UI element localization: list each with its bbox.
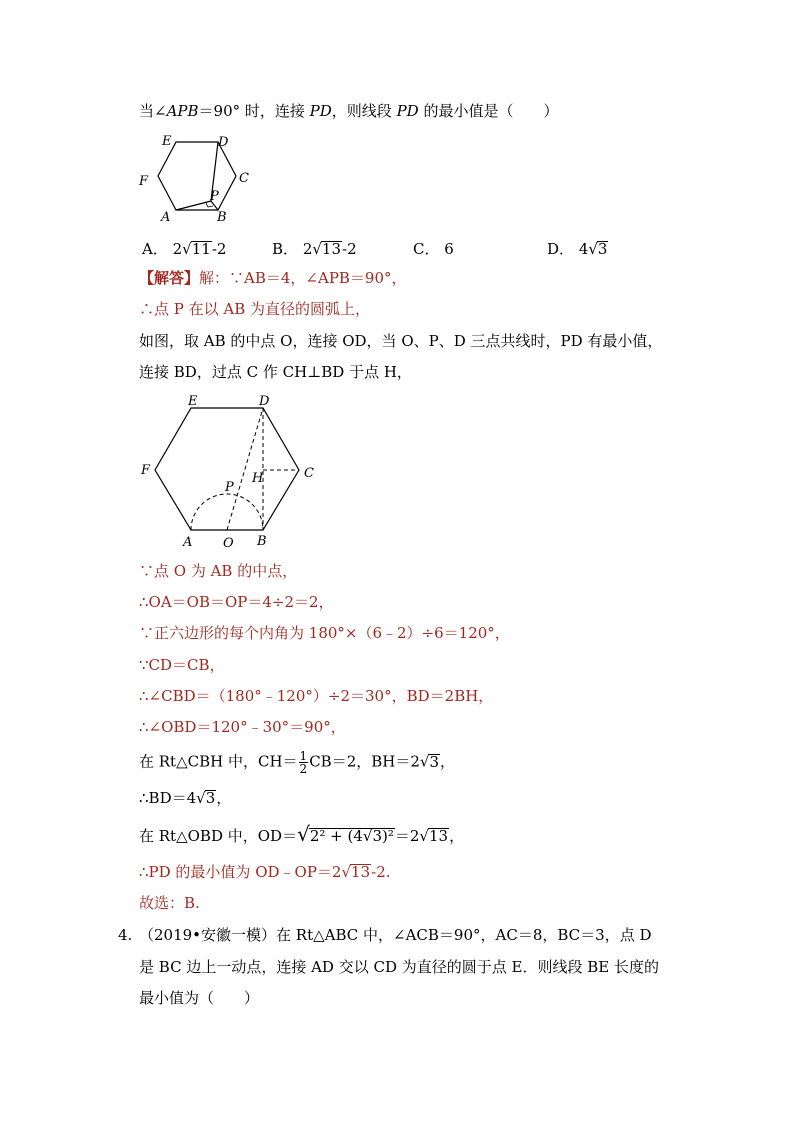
answer-line-7: ∵正六边形的每个内角为 180°×（6﹣2）÷6＝120°， (139, 624, 510, 642)
answer-line-10: ∴∠OBD＝120°﹣30°＝90°， (139, 718, 346, 736)
fig1-label-E: E (162, 134, 172, 149)
fig2-label-O: O (223, 536, 234, 550)
answer-line-8: ∵CD＝CB， (139, 656, 225, 674)
question4-line-2: 是 BC 边上一动点，连接 AD 交以 CD 为直径的圆于点 E．则线段 BE 长度的 (139, 958, 659, 976)
fig2-label-A: A (183, 535, 193, 550)
fig2-label-P: P (225, 480, 234, 495)
figure-hexagon-small (130, 130, 260, 230)
question-intro: 当∠APB＝90° 时，连接 PD，则线段 PD 的最小值是（ ） (139, 102, 559, 120)
fig2-label-B: B (257, 534, 267, 549)
answer-line-3: 如图，取 AB 的中点 O，连接 OD，当 O、P、D 三点共线时，PD 有最小值， (139, 332, 663, 350)
fig2-label-F: F (141, 463, 151, 478)
fig1-label-B: B (217, 210, 227, 225)
fig1-label-A: A (161, 210, 171, 225)
choice-a: A． 2√11-2 (142, 240, 227, 258)
fig2-label-C: C (304, 466, 314, 481)
choice-d: D． 4√3 (547, 240, 608, 258)
answer-line-13: 在 Rt△OBD 中，OD＝√2² + (4√3)²＝2√13， (139, 822, 465, 846)
fig1-label-F: F (139, 174, 149, 189)
answer-line-1: 【解答】解：∵AB＝4，∠APB＝90°， (139, 269, 407, 287)
answer-line-4: 连接 BD，过点 C 作 CH⊥BD 于点 H， (139, 363, 412, 381)
answer-tag: 【解答】 (139, 269, 200, 287)
choice-b: B． 2√13-2 (272, 240, 357, 258)
fig2-label-E: E (188, 394, 198, 409)
figure-hexagon-large (135, 390, 335, 550)
choice-c: C． 6 (413, 240, 454, 258)
fraction-one-half: $\frac{1}{2}$ (299, 749, 308, 776)
answer-line-9: ∴∠CBD＝（180°﹣120°）÷2＝30°，BD＝2BH， (139, 687, 494, 705)
answer-line-11: 在 Rt△CBH 中，CH＝ $\frac{1}{2}$ CB＝2，BH＝2√3， (139, 749, 456, 776)
answer-line-5: ∵点 O 为 AB 的中点， (139, 562, 298, 580)
fig2-label-D: D (259, 394, 270, 409)
fig2-label-H: H (252, 471, 264, 486)
question4-line-1: （2019•安徽一模）在 Rt△ABC 中，∠ACB＝90°，AC＝8，BC＝3，点 D (139, 926, 652, 944)
answer-line-6: ∴OA＝OB＝OP＝4÷2＝2， (139, 593, 334, 611)
question4-line-3: 最小值为（ ） (139, 989, 260, 1007)
fig1-label-D: D (218, 135, 229, 150)
fig1-label-C: C (239, 171, 249, 186)
answer-line-2: ∴点 P 在以 AB 为直径的圆弧上， (139, 300, 371, 318)
answer-line-12: ∴BD＝4√3， (139, 789, 232, 807)
fig1-label-P: P (210, 189, 219, 204)
answer-line-14: ∴PD 的最小值为 OD﹣OP＝2√13-2. (139, 863, 391, 881)
question4-number: 4. (118, 926, 133, 944)
answer-line-15: 故选：B. (139, 894, 200, 912)
